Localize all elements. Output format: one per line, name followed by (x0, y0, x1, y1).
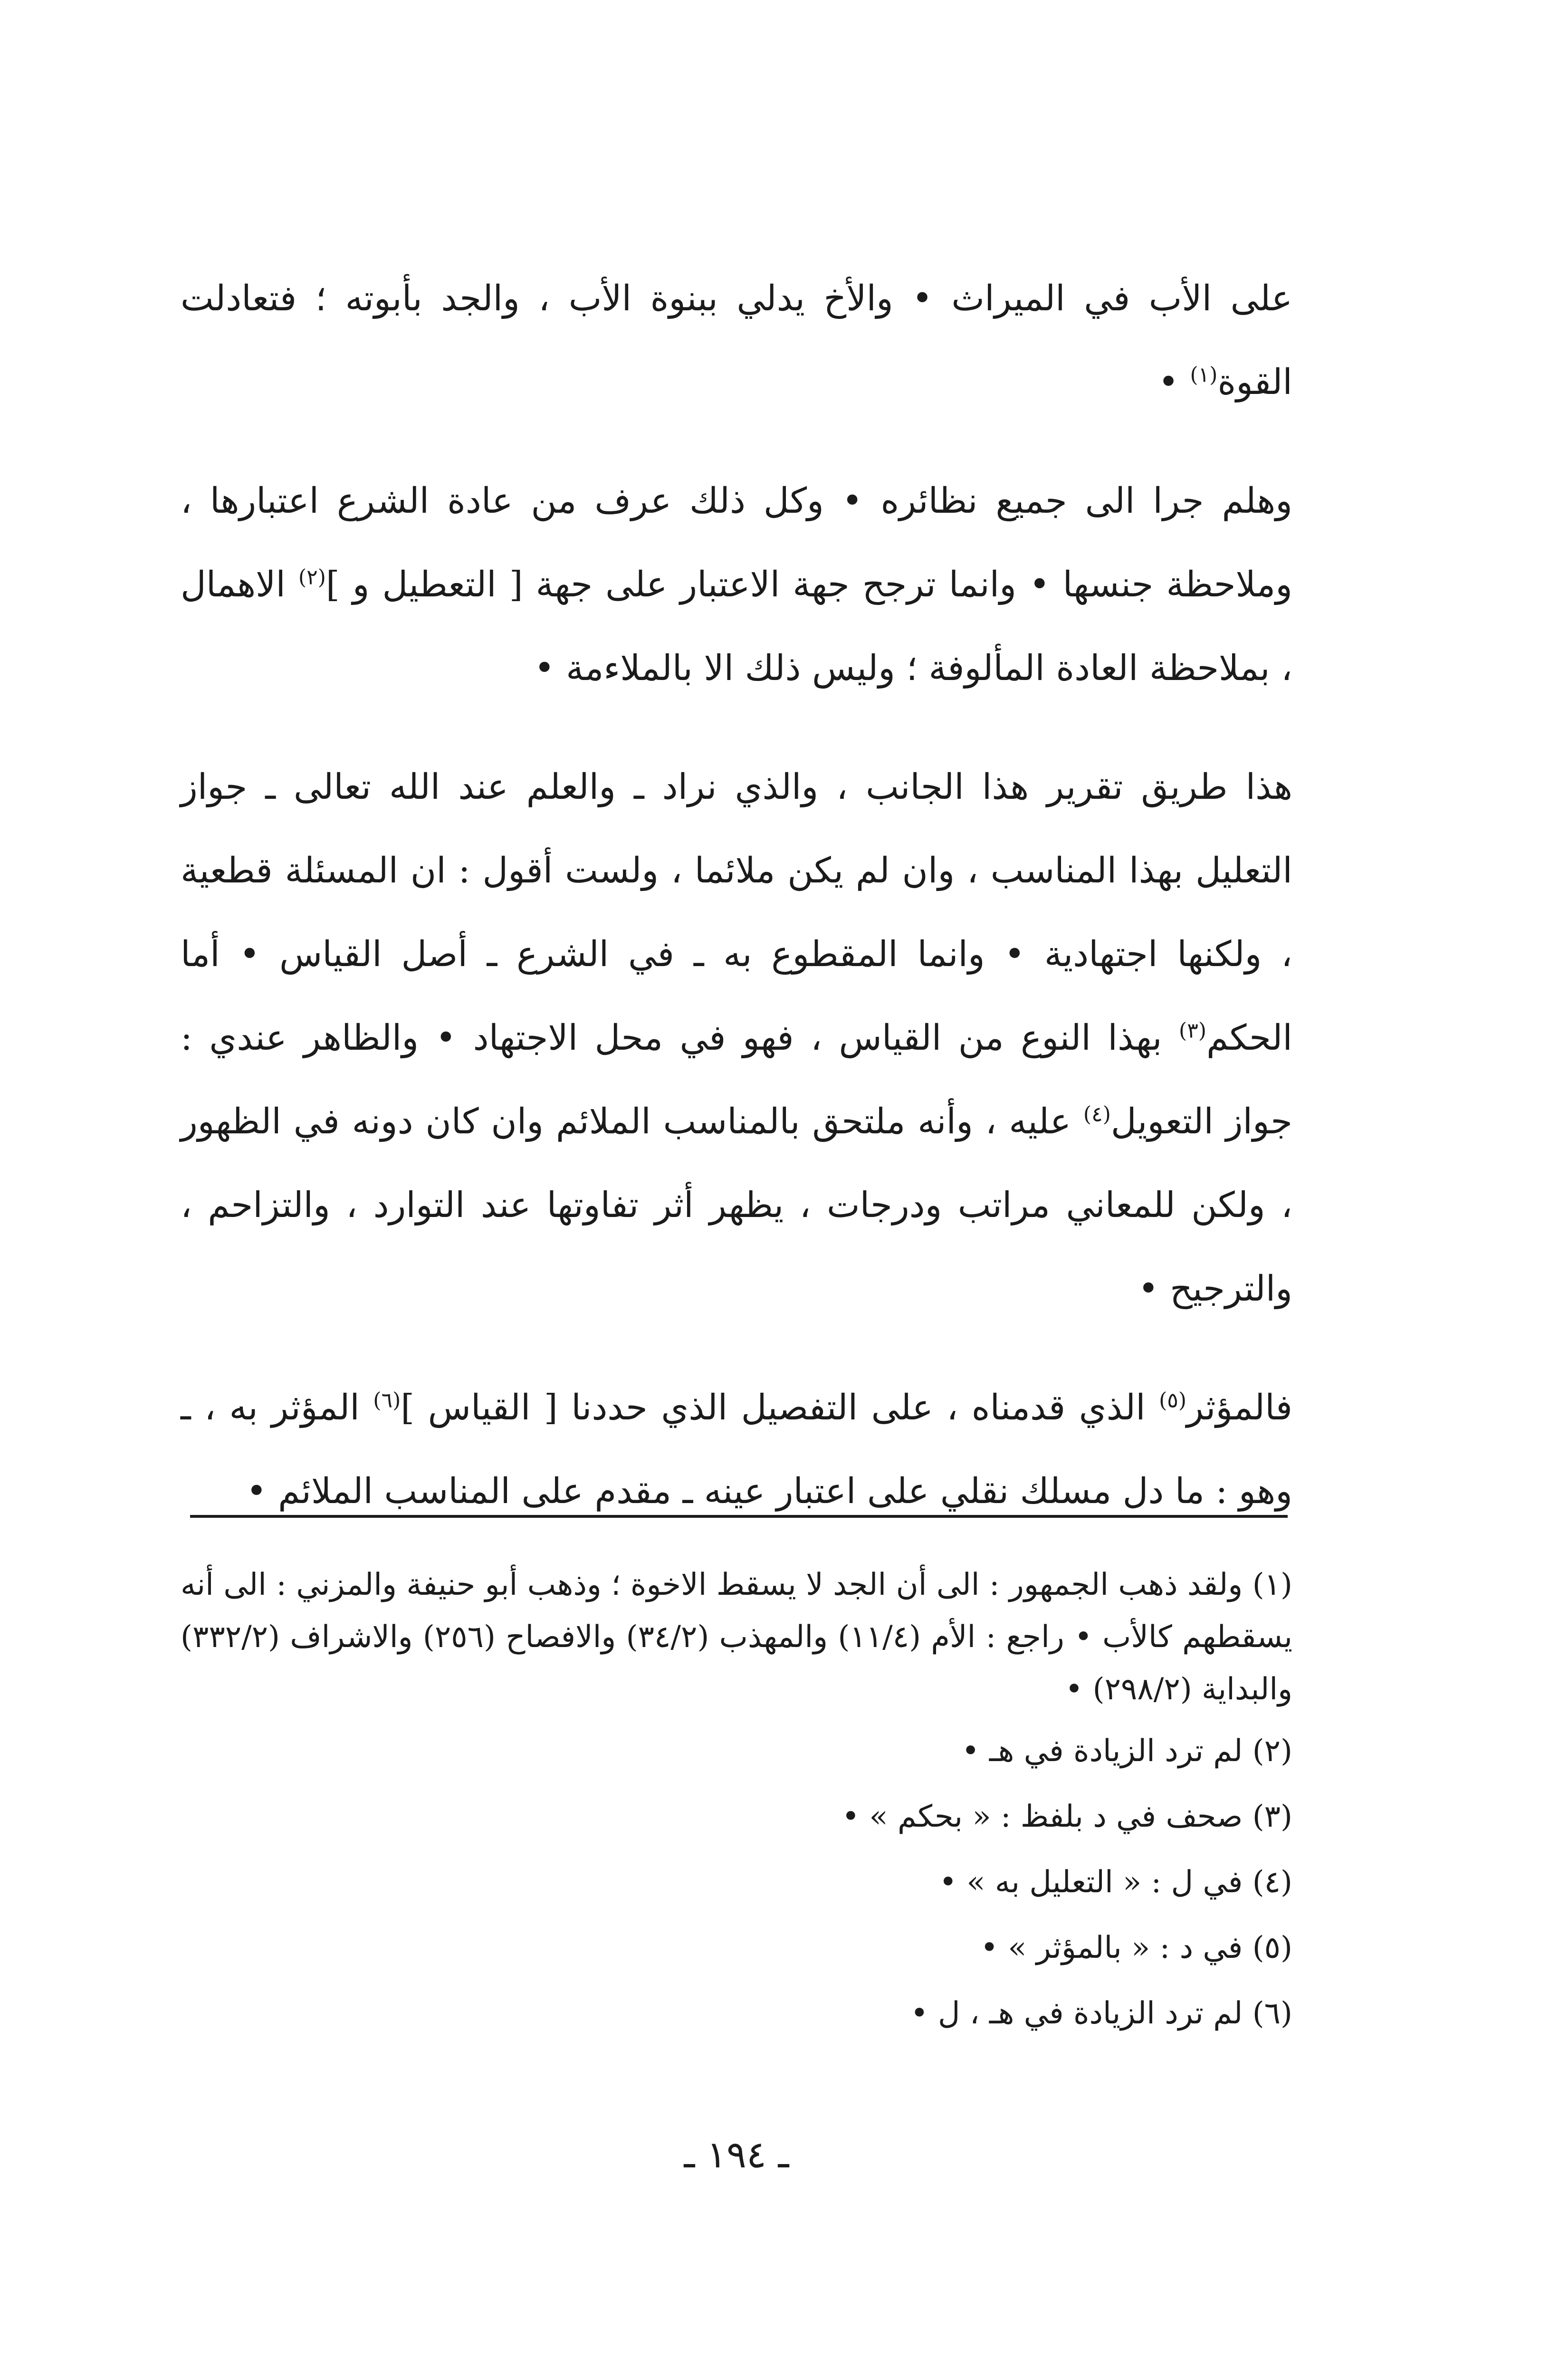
text-segment: الذي قدمناه ، على التفصيل الذي حددنا [ القياس ] (401, 1387, 1159, 1428)
paragraph-4 (181, 1366, 1292, 1533)
footnote-ref: (١) (1190, 363, 1218, 387)
footnote-divider (190, 1515, 1288, 1518)
text-segment: • (1158, 362, 1190, 402)
text-segment: بهذا النوع من القياس ، فهو في محل الاجتهاد • والظاهر عندي : جواز التعويل (181, 1017, 1293, 1142)
footnote-4: (٤) في ل : « التعليل به » • (939, 1865, 1292, 1900)
text-segment: عليه ، وأنه ملتحق بالمناسب الملائم وان كان دونه في الظهور ، ولكن للمعاني مراتب ودرجات ، يظهر أثر تفاوتها عند التوارد ، والتزاحم ، والترجيح • (181, 1101, 1292, 1309)
main-text (181, 257, 1292, 1568)
footnote-ref: (٣) (1179, 1018, 1206, 1043)
text-segment: الاهمال ، بملاحظة العادة المألوفة ؛ وليس ذلك الا بالملاءمة • (181, 564, 1292, 689)
page-number: ـ ١٩٤ ـ (684, 2134, 789, 2176)
paragraph-1 (181, 257, 1292, 424)
text-segment: المؤثر به ، ـ وهو : ما دل مسلك نقلي على اعتبار عينه ـ مقدم على المناسب الملائم • (181, 1387, 1292, 1512)
footnote-ref: (٦) (373, 1388, 401, 1413)
text-segment: على الأب في الميراث • والأخ يدلي ببنوة الأب ، والجد بأبوته ؛ فتعادلت القوة (181, 278, 1292, 402)
footnote-6: (٦) لم ترد الزيادة في هـ ، ل • (910, 1996, 1292, 2031)
footnote-ref: (٥) (1159, 1388, 1187, 1413)
footnote-ref: (٤) (1083, 1102, 1111, 1127)
text-segment: فالمؤثر (1186, 1387, 1292, 1428)
footnotes (181, 1559, 1292, 2046)
paragraph-3 (181, 745, 1292, 1331)
text-segment: هذا طريق تقرير هذا الجانب ، والذي نراد ـ والعلم عند الله تعالى ـ جواز التعليل بهذا المناسب ، وان لم يكن ملائما ، ولست أقول : ان المسئلة قطعية ، ولكنها اجتهادية • وانما المقطوع به ـ في الشرع ـ أصل القياس • أما الحكم (181, 766, 1292, 1058)
footnote-2: (٢) لم ترد الزيادة في هـ • (961, 1734, 1292, 1769)
footnote-3: (٣) صحف في د بلفظ : « بحكم » • (841, 1799, 1292, 1834)
paragraph-2 (181, 459, 1292, 710)
footnote-ref: (٢) (298, 565, 326, 590)
footnote-1: (١) ولقد ذهب الجمهور : الى أن الجد لا يسقط الاخوة ؛ وذهب أبو حنيفة والمزني : الى أنه يسقطهم كالأب • راجع : الأم (١١/٤) والمهذب (٣٤/٢) والافصاح (٢٥٦) والاشراف (٣٣٢/٢) والبداية (٢٩٨/٢) • (181, 1567, 1293, 1707)
text-segment: وهلم جرا الى جميع نظائره • وكل ذلك عرف من عادة الشرع اعتبارها ، وملاحظة جنسها • وانما ترجح جهة الاعتبار على جهة [ التعطيل و ] (181, 480, 1293, 605)
footnote-5: (٥) في د : « بالمؤثر » • (980, 1930, 1292, 1965)
